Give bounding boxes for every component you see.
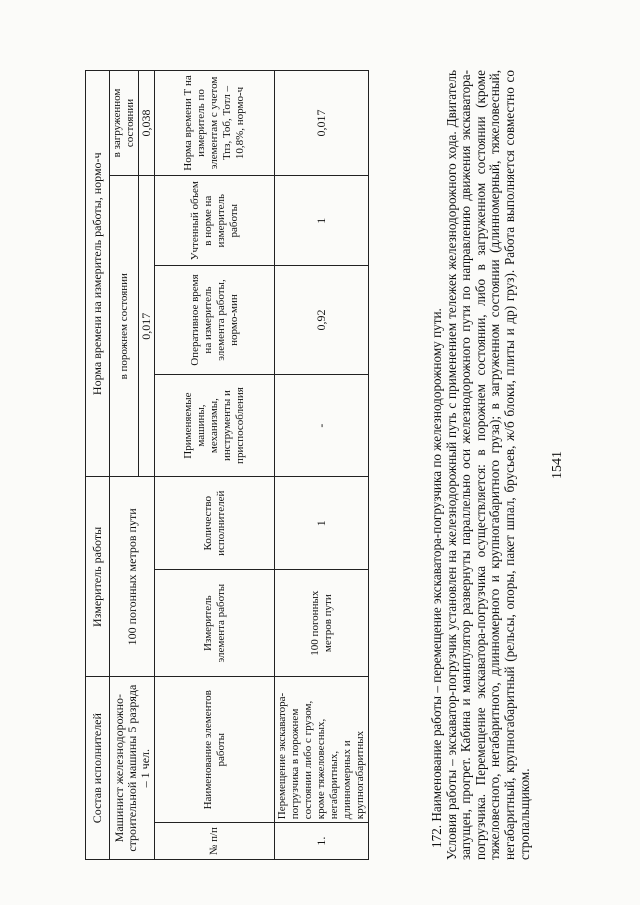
work-description [430,70,532,860]
col-element-unit: Измеритель элемента работы [155,570,275,677]
crew-header: Состав исполнителей [86,677,110,860]
table-row [275,71,369,860]
col-num: № п/п [155,823,275,860]
crew-value: Машинист железнодорожно-строительной машины 5 разряда – 1 чел. [110,677,155,860]
row-norm-total: 0,017 [275,71,369,176]
norm-time-header: Норма времени на измеритель работы, нормо-ч [86,71,110,477]
col-volume: Учтенный объем в норме на измеритель работы [155,175,275,265]
empty-state-header: в порожнем состоянии [110,175,139,477]
work-heading: 172. Наименование работы – перемещение экскаватора-погрузчика по железнодорожному пути. [429,308,444,848]
norm-table [85,70,369,860]
empty-state-value: 0,017 [139,175,155,477]
row-volume: 1 [275,175,369,265]
page-number: 1541 [550,451,565,479]
col-norm-total: Норма времени Т на измеритель по элементам с учетом Тпз, Тоб, Тотл – 10,8%, нормо-ч [155,71,275,176]
loaded-state-value: 0,038 [139,71,155,176]
col-element-name: Наименование элементов работы [155,677,275,823]
row-performers: 1 [275,477,369,570]
unit-value: 100 погонных метров пути [110,477,155,677]
row-op-time-empty: 0,92 [275,266,369,374]
work-conditions: Условия работы – экскаватор-погрузчик установлен на железнодорожный путь с применением тележек железнодорожного хода. Двигатель запущен, прогрет. Кабина и манипулятор развернуты параллельно оси железнодорожного пути по направлению движения экскаватора-погрузчика. Перемещение экскаватора-погрузчика осуществляется: в порожнем состоянии, либо в загруженном состоянии (кроме тяжеловесного, негабаритного, длинномерного и крупногабаритного груза); в загруженном состоянии (длинномерный, тяжеловесный, негабаритный, крупногабаритный (рельсы, опоры, пакет шпал, брусьев, ж/б блоки, плиты и др) груз). Работа выполняется совместно со стропальщиком. [443,70,532,860]
col-op-time-empty: Оперативное время на измеритель элемента работы, нормо-мин [155,266,275,374]
loaded-state-header: в загруженном состоянии [110,71,139,176]
row-num: 1. [275,823,369,860]
col-performers: Количество исполнителей [155,477,275,570]
row-equipment: - [275,374,369,477]
col-equipment: Применяемые машины, механизмы, инструменты и приспособления [155,374,275,477]
unit-header: Измеритель работы [86,477,110,677]
rotated-content [30,50,620,880]
row-element-name: Перемещение экскаватора-погрузчика в порожнем состоянии либо с грузом, кроме тяжеловесных, негабаритных, длинномерных и крупногабаритных [275,677,369,823]
row-element-unit: 100 погонных метров пути [275,570,369,677]
